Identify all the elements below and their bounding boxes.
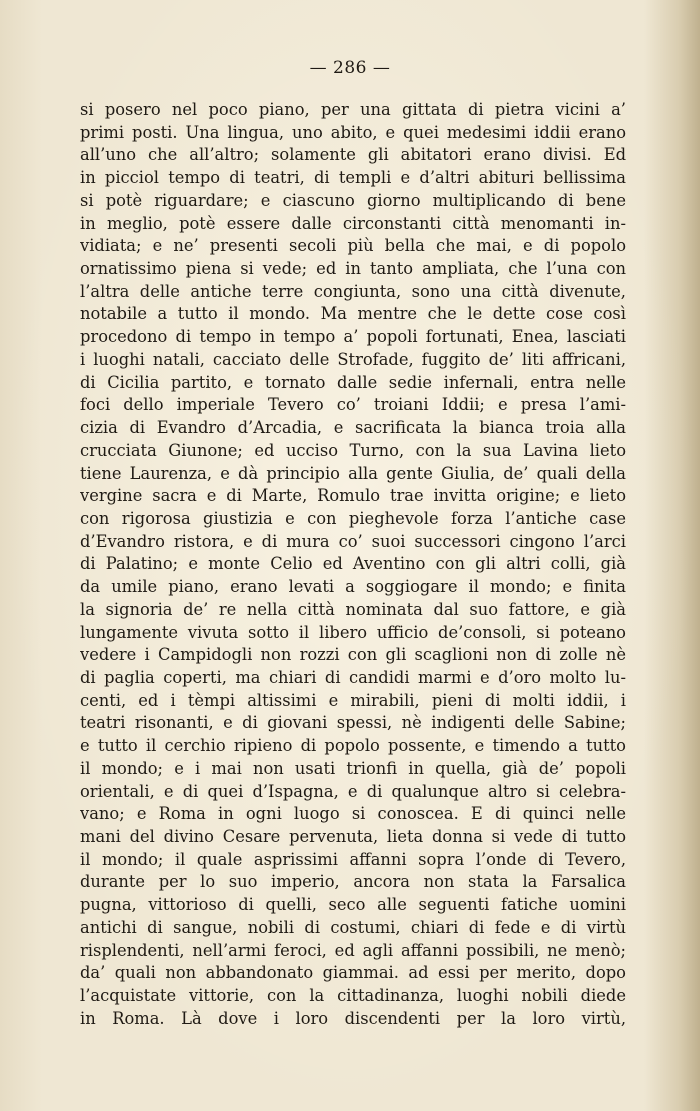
text-line: risplendenti, nell’armi feroci, ed agli affanni possibili, ne menò; — [80, 940, 626, 960]
text-line: di Palatino; e monte Celio ed Aventino con gli altri colli, già — [80, 554, 626, 574]
text-line: lungamente vivuta sotto il libero ufficio de’consoli, si poteano — [80, 622, 626, 642]
text-line: di Cicilia partito, e tornato dalle sedie infernali, entra nelle — [80, 372, 626, 392]
text-line: foci dello imperiale Tevero co’ troiani Iddii; e presa l’ami- — [80, 395, 626, 415]
text-line: vidiata; e ne’ presenti secoli più bella che mai, e di popolo — [80, 236, 626, 256]
text-line: con rigorosa giustizia e con pieghevole forza l’antiche case — [80, 508, 626, 528]
text-line: la signoria de’ re nella città nominata dal suo fattore, e già — [80, 599, 626, 619]
text-line: da umile piano, erano levati a soggiogare il mondo; e finita — [80, 577, 626, 597]
text-line: vergine sacra e di Marte, Romulo trae invitta origine; e lieto — [80, 486, 626, 506]
text-line: cizia di Evandro d’Arcadia, e sacrificata la bianca troia alla — [80, 418, 626, 438]
page-number: — 286 — — [309, 58, 391, 78]
text-line: in Roma. Là dove i loro discendenti per la loro virtù, — [80, 1008, 626, 1028]
text-line: primi posti. Una lingua, uno abito, e quei medesimi iddii erano — [80, 122, 626, 142]
text-line: pugna, vittorioso di quelli, seco alle seguenti fatiche uomini — [80, 895, 626, 915]
body-text — [80, 99, 626, 1030]
text-line: di paglia coperti, ma chiari di candidi marmi e d’oro molto lu- — [80, 667, 626, 687]
text-line: vedere i Campidogli non rozzi con gli scaglioni non di zolle nè — [80, 645, 626, 665]
text-line: procedono di tempo in tempo a’ popoli fortunati, Enea, lasciati — [80, 327, 626, 347]
text-line: i luoghi natali, cacciato delle Strofade, fuggito de’ liti affricani, — [80, 349, 626, 369]
text-line: in picciol tempo di teatri, di templi e d’altri abituri bellissima — [80, 168, 626, 188]
text-line: l’acquistate vittorie, con la cittadinanza, luoghi nobili diede — [80, 986, 626, 1006]
text-line: crucciata Giunone; ed ucciso Turno, con la sua Lavina lieto — [80, 440, 626, 460]
text-line: orientali, e di quei d’Ispagna, e di qualunque altro si celebra- — [80, 781, 626, 801]
text-line: in meglio, potè essere dalle circonstanti città menomanti in- — [80, 213, 626, 233]
text-line: il mondo; e i mai non usati trionfi in quella, già de’ popoli — [80, 758, 626, 778]
text-line: notabile a tutto il mondo. Ma mentre che le dette cose così — [80, 304, 626, 324]
text-line: d’Evandro ristora, e di mura co’ suoi successori cingono l’arci — [80, 531, 626, 551]
text-line: teatri risonanti, e di giovani spessi, nè indigenti delle Sabine; — [80, 713, 626, 733]
text-line: vano; e Roma in ogni luogo si conoscea. E di quinci nelle — [80, 804, 626, 824]
text-line: e tutto il cerchio ripieno di popolo possente, e timendo a tutto — [80, 736, 626, 756]
text-line: antichi di sangue, nobili di costumi, chiari di fede e di virtù — [80, 917, 626, 937]
text-line: all’uno che all’altro; solamente gli abitatori erano divisi. Ed — [80, 145, 626, 165]
text-line: durante per lo suo imperio, ancora non stata la Farsalica — [80, 872, 626, 892]
text-line: ornatissimo piena si vede; ed in tanto ampliata, che l’una con — [80, 259, 626, 279]
text-line: l’altra delle antiche terre congiunta, sono una città divenute, — [80, 281, 626, 301]
text-line: da’ quali non abbandonato giammai. ad essi per merito, dopo — [80, 963, 626, 983]
text-line: tiene Laurenza, e dà principio alla gente Giulia, de’ quali della — [80, 463, 626, 483]
text-line: si potè riguardare; e ciascuno giorno multiplicando di bene — [80, 190, 626, 210]
text-line: si posero nel poco piano, per una gittata di pietra vicini a’ — [80, 100, 626, 119]
text-line: il mondo; il quale asprissimi affanni sopra l’onde di Tevero, — [80, 849, 626, 869]
text-line: mani del divino Cesare pervenuta, lieta donna si vede di tutto — [80, 827, 626, 846]
text-line: centi, ed i tèmpi altissimi e mirabili, pieni di molti iddii, i — [80, 690, 626, 710]
